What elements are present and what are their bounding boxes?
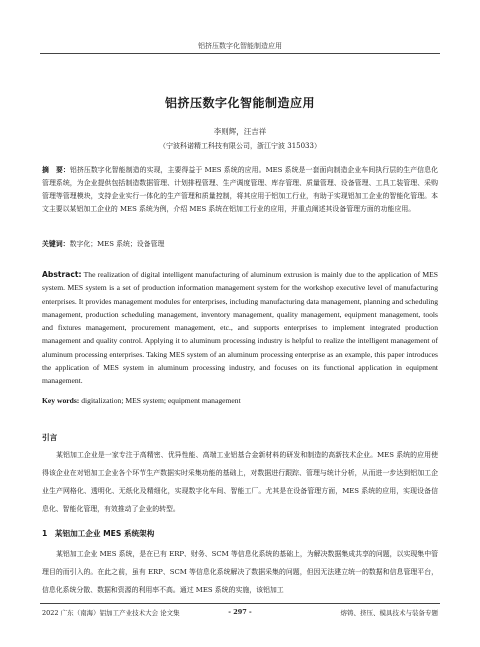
page-number: - 297 - xyxy=(228,608,252,616)
paper-title: 铝挤压数字化智能制造应用 xyxy=(164,96,315,110)
keywords-cn-text: 数字化；MES 系统；设备管理 xyxy=(69,240,165,248)
running-header: 铝挤压数字化智能制造应用 xyxy=(198,42,282,50)
authors: 李则辉，汪吉祥 xyxy=(213,127,267,136)
keywords-cn-label: 关键词： xyxy=(42,240,70,248)
keywords-en-text: digitalization; MES system; equipment management xyxy=(81,396,241,405)
keywords-en-label: Key words: xyxy=(42,396,80,405)
abstract-en-text: The realization of digital intelligent manufacturing of aluminum extrusion is mainly due to the application of MES system. MES system is a set of production information management system for the workshop executive level of manufacturing enterprises. It provides management modules for enterprises, including manufacturing data management, planning and scheduling management, production scheduling management, inventory management, quality management, equipment management, tools and fixtures management, procurement management, etc., and supports enterprises to implement integrated production management and quality control. Applying it to aluminum processing industry is helpful to realize the intelligent management of aluminum processing enterprises. Taking MES system of an aluminum processing enterprise as an example, this paper introduces the application of MES system in aluminum processing industry, and focuses on its functional application in equipment management. xyxy=(42,270,438,386)
footer-proceedings: 2022 广东（南海）铝加工产业技术大会 论文集 xyxy=(42,609,180,617)
intro-paragraph: 某铝加工企业是一家专注于高精密、优异性能、高端工业铝基合金新材料的研发和制造的高新技术企业。MES 系统的应用使得该企业在对铝加工企业各个环节生产数据实时采集功能的基础上，对数据进行跟踪、管理与统计分析，从而进一步达到铝加工企业生产网格化、透明化、无纸化及精细化，实现数字化车间、智能工厂。尤其是在设备管理方面，MES 系统的应用，实现设备信息化、智能化管理，有效推动了企业的转型。 xyxy=(42,451,438,513)
header-rule xyxy=(40,53,440,54)
abstract-cn xyxy=(42,164,438,216)
footer-topic: 熔铸、挤压、模具技术与装备专题 xyxy=(340,609,438,617)
footer-rule xyxy=(40,603,440,604)
affiliation: （宁波科诺精工科技有限公司，浙江宁波 315033） xyxy=(159,142,321,150)
abstract-en-label: Abstract: xyxy=(42,270,82,279)
abstract-en xyxy=(42,268,438,388)
keywords-en xyxy=(42,394,438,407)
section1-heading: 1 某铝加工企业 MES 系统架构 xyxy=(42,529,155,538)
keywords-cn xyxy=(42,238,438,251)
section1-paragraph: 某铝加工企业 MES 系统，是在已有 ERP、财务、SCM 等信息化系统的基础上，为解决数据集成共享的问题，以实现集中管理目的而引入的。在此之前，虽有 ERP、SCM 等信息化系统解决了数据采集的问题，但因无法建立统一的数据和信息管理平台，信息化系统分散、数据和资源的利用率不高。通过 MES 系统的实施，该铝加工 xyxy=(42,550,438,594)
abstract-cn-text: 铝挤压数字化智能制造的实现，主要得益于 MES 系统的应用。MES 系统是一套面向制造企业车间执行层的生产信息化管理系统，为企业提供包括制造数据管理、计划排程管理、生产调度管理、库存管理、质量管理、设备管理、工具工装管理、采购管理等管理模块，支持企业实行一体化的生产管理和质量控制，将其应用于铝加工行业，有助于实现铝加工企业的智能化管理。本文主要以某铝加工企业的 MES 系统为例，介绍 MES 系统在铝加工行业的应用，并重点阐述其设备管理方面的功能应用。 xyxy=(42,166,439,213)
abstract-cn-label: 摘 要： xyxy=(42,166,70,174)
intro-heading: 引言 xyxy=(42,433,58,442)
